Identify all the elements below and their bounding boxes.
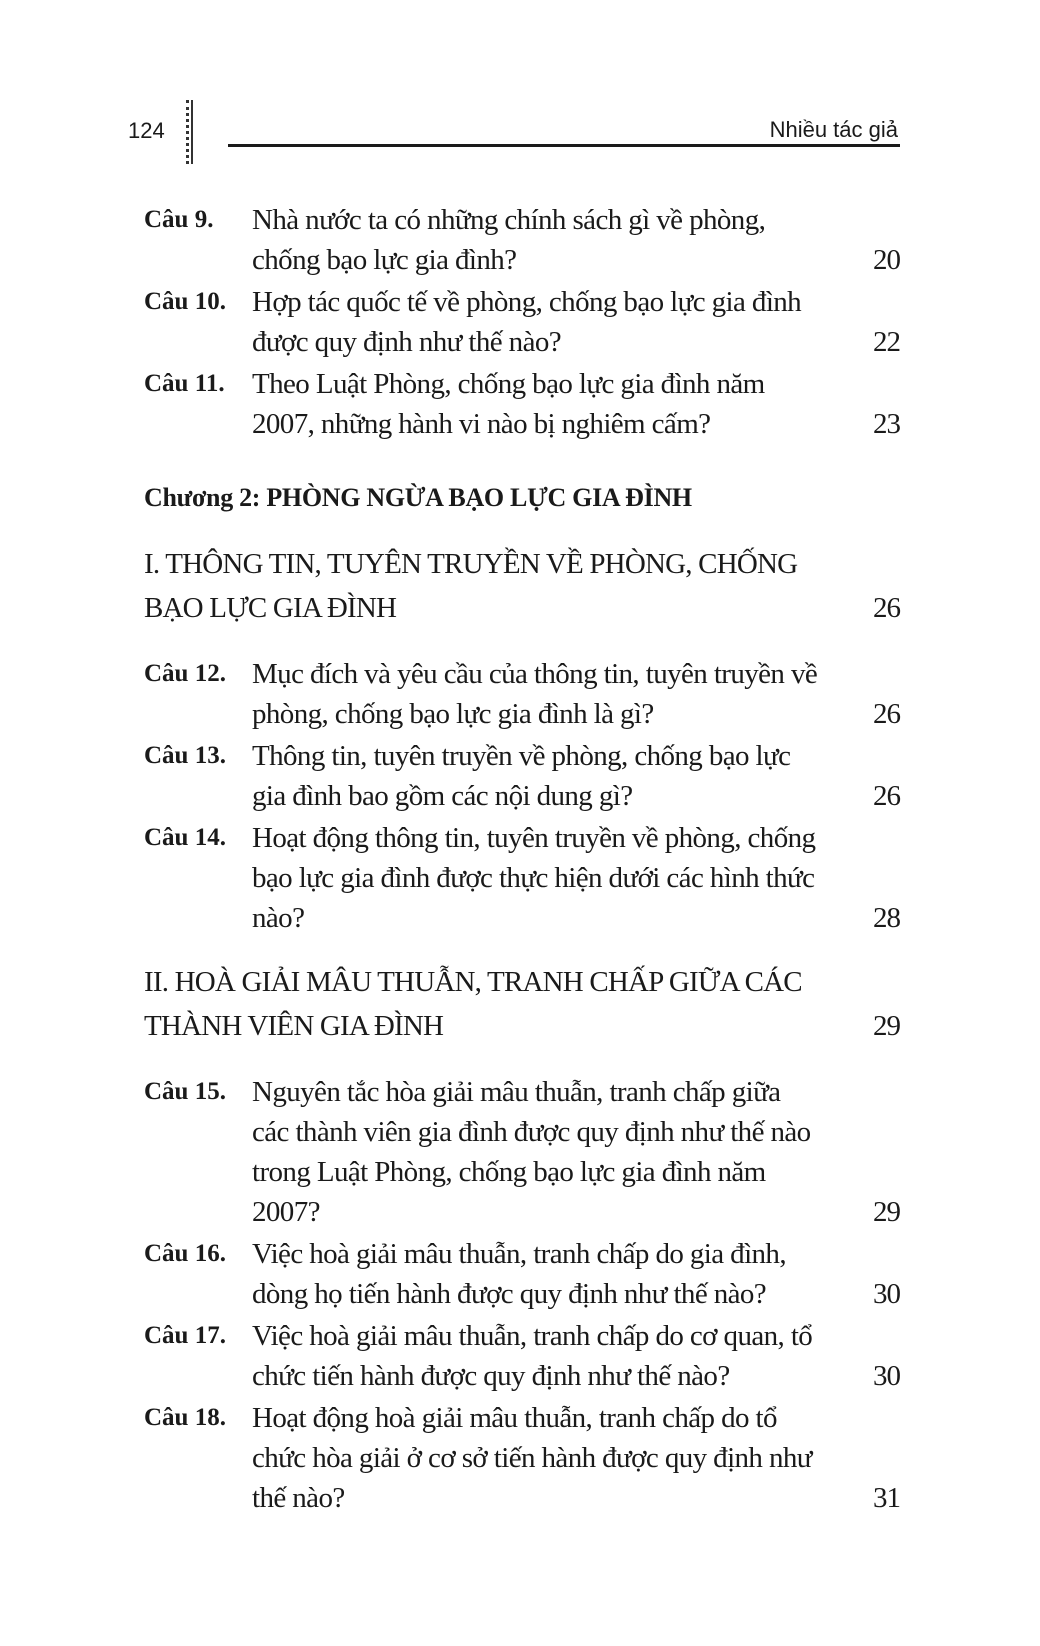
toc-entry (144, 1234, 900, 1314)
toc-entry-page: 31 (873, 1482, 900, 1514)
toc-entry (144, 1316, 900, 1396)
toc-entry-text: Nhà nước ta có những chính sách gì về phòng, chống bạo lực gia đình? (252, 204, 766, 276)
toc-entry (144, 736, 900, 816)
table-of-contents (144, 200, 900, 1518)
toc-entry-page: 22 (873, 326, 900, 358)
header-rule (228, 144, 900, 147)
toc-entry-label: Câu 12. (144, 660, 226, 687)
toc-entry-page: 30 (873, 1360, 900, 1392)
toc-entry-label: Câu 11. (144, 370, 225, 397)
toc-entry-page: 26 (873, 698, 900, 730)
toc-entry (144, 1072, 900, 1232)
header-divider (191, 100, 193, 164)
toc-section-title: II. HOÀ GIẢI MÂU THUẪN, TRANH CHẤP GIỮA CÁC THÀNH VIÊN GIA ĐÌNH (144, 966, 802, 1042)
toc-entry-text: Theo Luật Phòng, chống bạo lực gia đình năm 2007, những hành vi nào bị nghiêm cấm? (252, 368, 765, 440)
toc-section-title: I. THÔNG TIN, TUYÊN TRUYỀN VỀ PHÒNG, CHỐNG BẠO LỰC GIA ĐÌNH (144, 548, 798, 624)
toc-entry-text: Hoạt động thông tin, tuyên truyền về phòng, chống bạo lực gia đình được thực hiện dưới các hình thức nào? (252, 822, 816, 934)
toc-entry-text: Thông tin, tuyên truyền về phòng, chống bạo lực gia đình bao gồm các nội dung gì? (252, 740, 791, 812)
toc-section (144, 542, 900, 630)
toc-section-page: 26 (873, 592, 900, 624)
running-header-author: Nhiều tác giả (769, 117, 898, 142)
toc-section (144, 960, 900, 1048)
toc-entry (144, 282, 900, 362)
toc-entry-page: 30 (873, 1278, 900, 1310)
header-ornament (186, 100, 189, 164)
toc-entry-label: Câu 15. (144, 1078, 226, 1105)
toc-entry-label: Câu 18. (144, 1404, 226, 1431)
toc-entry-label: Câu 10. (144, 288, 226, 315)
toc-entry-page: 28 (873, 902, 900, 934)
toc-entry-text: Nguyên tắc hòa giải mâu thuẫn, tranh chấp giữa các thành viên gia đình được quy định như thế nào trong Luật Phòng, chống bạo lực gia đình năm 2007? (252, 1076, 811, 1228)
toc-entry-text: Việc hoà giải mâu thuẫn, tranh chấp do gia đình, dòng họ tiến hành được quy định như thế nào? (252, 1238, 786, 1310)
toc-entry (144, 818, 900, 938)
toc-entry-label: Câu 9. (144, 206, 214, 233)
toc-section-page: 29 (873, 1010, 900, 1042)
toc-entry-text: Hợp tác quốc tế về phòng, chống bạo lực gia đình được quy định như thế nào? (252, 286, 802, 358)
toc-entry (144, 1398, 900, 1518)
toc-entry (144, 364, 900, 444)
toc-entry-page: 23 (873, 408, 900, 440)
toc-entry-page: 29 (873, 1196, 900, 1228)
toc-entry (144, 654, 900, 734)
toc-entry-label: Câu 13. (144, 742, 226, 769)
toc-entry-label: Câu 16. (144, 1240, 226, 1267)
toc-entry-text: Hoạt động hoà giải mâu thuẫn, tranh chấp do tổ chức hòa giải ở cơ sở tiến hành được quy định như thế nào? (252, 1402, 812, 1514)
toc-entry-text: Mục đích và yêu cầu của thông tin, tuyên truyền về phòng, chống bạo lực gia đình là gì? (252, 658, 818, 730)
toc-entry (144, 200, 900, 280)
toc-entry-page: 26 (873, 780, 900, 812)
chapter-heading: Chương 2: PHÒNG NGỪA BẠO LỰC GIA ĐÌNH (144, 483, 692, 512)
toc-entry-label: Câu 17. (144, 1322, 226, 1349)
toc-entry-page: 20 (873, 244, 900, 276)
toc-entry-text: Việc hoà giải mâu thuẫn, tranh chấp do cơ quan, tổ chức tiến hành được quy định như thế nào? (252, 1320, 813, 1392)
page-number: 124 (128, 118, 165, 143)
toc-entry-label: Câu 14. (144, 824, 226, 851)
